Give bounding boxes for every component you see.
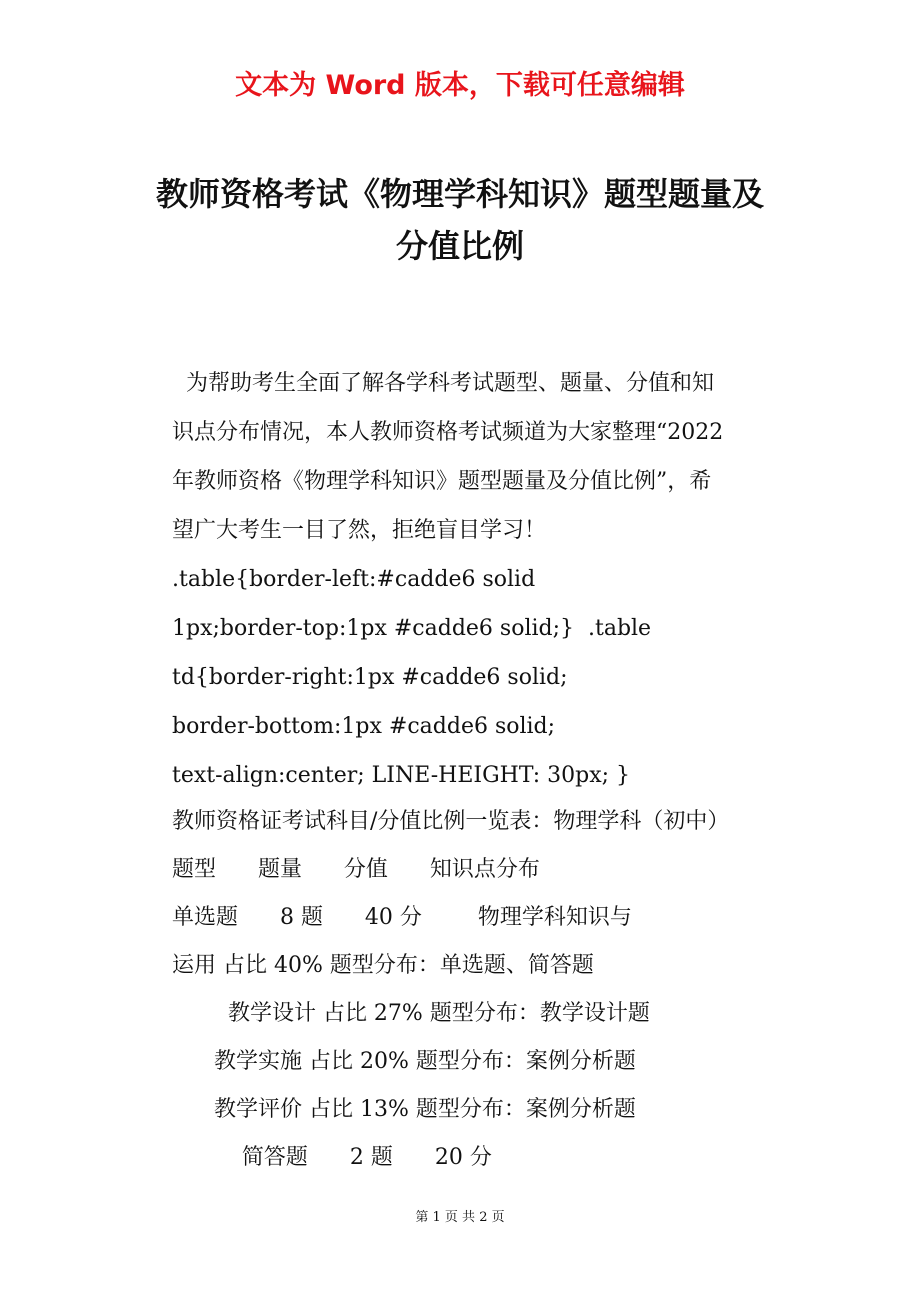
table-row: 教学设计 占比 27% 题型分布：教学设计题 [172, 1001, 650, 1026]
body-line: 识点分布情况，本人教师资格考试频道为大家整理“2022 [172, 420, 724, 445]
css-snippet-line: 1px;border-top:1px #cadde6 solid;} .table [172, 616, 652, 641]
table-row: 教学实施 占比 20% 题型分布：案例分析题 [172, 1049, 636, 1074]
document-title [120, 168, 800, 272]
table-row: 运用 占比 40% 题型分布：单选题、简答题 [172, 953, 594, 978]
body-line: 为帮助考生全面了解各学科考试题型、题量、分值和知 [172, 371, 714, 396]
word-version-banner: 文本为 Word 版本，下载可任意编辑 [235, 70, 685, 101]
css-snippet-line: border-bottom:1px #cadde6 solid; [172, 714, 556, 739]
table-caption: 教师资格证考试科目/分值比例一览表：物理学科（初中） [172, 809, 730, 834]
css-snippet-line: .table{border-left:#cadde6 solid [172, 567, 536, 592]
body-line: 望广大考生一目了然，拒绝盲目学习！ [172, 518, 547, 543]
page-footer: 第 1 页 共 2 页 [415, 1210, 505, 1225]
table-row: 单选题 8 题 40 分 物理学科知识与 [172, 905, 632, 930]
body-line: 年教师资格《物理学科知识》题型题量及分值比例”，希 [172, 469, 712, 494]
table-row: 教学评价 占比 13% 题型分布：案例分析题 [172, 1097, 636, 1122]
css-snippet-line: text-align:center; LINE-HEIGHT: 30px; } [172, 763, 631, 788]
table-row: 简答题 2 题 20 分 [172, 1145, 492, 1170]
title-line-1: 教师资格考试《物理学科知识》题型题量及 [155, 175, 764, 213]
title-line-2: 分值比例 [395, 227, 524, 265]
css-snippet-line: td{border-right:1px #cadde6 solid; [172, 665, 568, 690]
table-header-row: 题型 题量 分值 知识点分布 [172, 857, 540, 882]
